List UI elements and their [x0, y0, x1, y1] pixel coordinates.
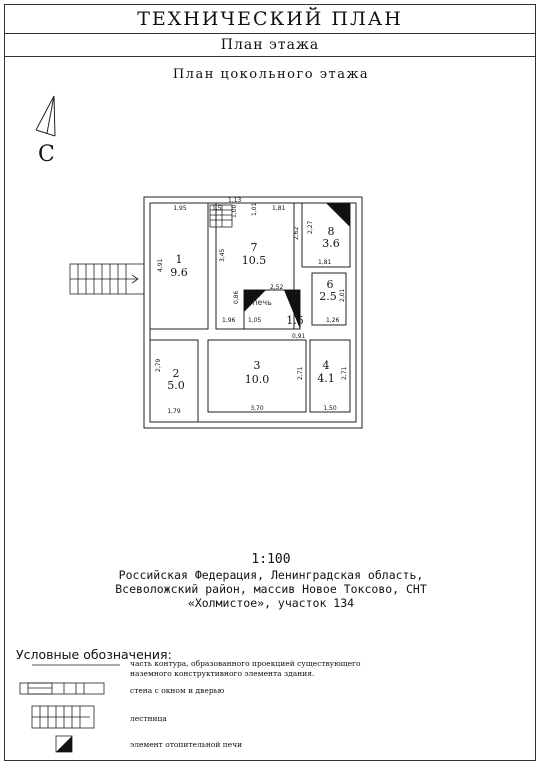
stove-label: печь — [252, 298, 272, 307]
dimension-label: 2,71 — [297, 366, 304, 380]
dimension-label: 1,01 — [251, 202, 258, 216]
dimension-label: 1,81 — [318, 259, 332, 266]
north-label: С — [38, 142, 55, 167]
legend-item-text: наземного конструктивного элемента здания. — [130, 669, 315, 678]
dimension-label: 3,45 — [219, 248, 226, 262]
room-number: 8 — [327, 225, 335, 238]
north-arrow-icon — [36, 96, 55, 136]
room-area: 4.1 — [317, 372, 335, 385]
plan-title: План цокольного этажа — [172, 67, 370, 82]
dimension-label: 1,50 — [323, 405, 337, 412]
legend-title: Условные обозначения: — [16, 647, 172, 662]
legend-stove-icon — [56, 736, 72, 752]
room-area: 2.5 — [319, 290, 337, 303]
document-title: ТЕХНИЧЕСКИЙ ПЛАН — [4, 4, 536, 34]
dimension-label: 2,01 — [339, 288, 346, 302]
exterior-stairs-icon — [70, 264, 144, 294]
dimension-label: 1,95 — [173, 205, 187, 212]
legend-item-text: элемент отопительной печи — [130, 740, 243, 749]
dimension-label: 2,52 — [270, 284, 284, 291]
room-number: 5 — [291, 301, 299, 314]
dimension-label: 2,71 — [341, 366, 348, 380]
dimension-label: 1,5 — [212, 205, 222, 212]
dimension-label: 1,26 — [326, 317, 340, 324]
address-line: Всеволожский район, массив Новое Токсово, СНТ — [115, 582, 427, 596]
dimension-label: 1,05 — [248, 317, 262, 324]
dimension-label: 2,62 — [293, 226, 300, 240]
legend-item-text: лестница — [130, 714, 167, 723]
room-area: 1.5 — [286, 314, 304, 327]
dimension-label: 2,27 — [307, 220, 314, 234]
room-number: 2 — [172, 367, 180, 380]
dimension-label: 3,70 — [250, 405, 264, 412]
legend-item-text: часть контура, образованного проекцией существующего — [130, 659, 361, 668]
room-number: 4 — [322, 359, 330, 372]
legend-item-text: стена с окном и дверью — [130, 686, 225, 695]
dimension-label: 0,91 — [292, 333, 306, 340]
dimension-label: 1,13 — [228, 197, 242, 204]
room-area: 3.6 — [322, 237, 340, 250]
room-area: 9.6 — [170, 266, 188, 279]
document-subtitle: План этажа — [4, 34, 536, 57]
address-line: «Холмистое», участок 134 — [187, 596, 355, 610]
stove-element-icon — [326, 203, 350, 227]
room-area: 5.0 — [167, 379, 185, 392]
dimension-label: 1,81 — [272, 205, 286, 212]
room-area: 10.5 — [241, 254, 267, 267]
room-number: 1 — [175, 253, 183, 266]
legend-stairs-icon — [32, 706, 94, 728]
room-number: 6 — [326, 278, 334, 291]
dimension-label: 4,91 — [157, 258, 164, 272]
room-number: 3 — [253, 359, 261, 372]
dimension-label: 1,96 — [222, 317, 236, 324]
address-line: Российская Федерация, Ленинградская область, — [118, 568, 424, 582]
dimension-label: 1,00 — [231, 204, 238, 218]
legend-wall-icon — [20, 683, 104, 694]
scale-label: 1:100 — [251, 552, 291, 567]
dimension-label: 1,79 — [167, 408, 181, 415]
room-number: 7 — [250, 241, 258, 254]
room-area: 10.0 — [244, 373, 270, 386]
dimension-label: 0,86 — [233, 290, 240, 304]
dimension-label: 2,79 — [155, 358, 162, 372]
